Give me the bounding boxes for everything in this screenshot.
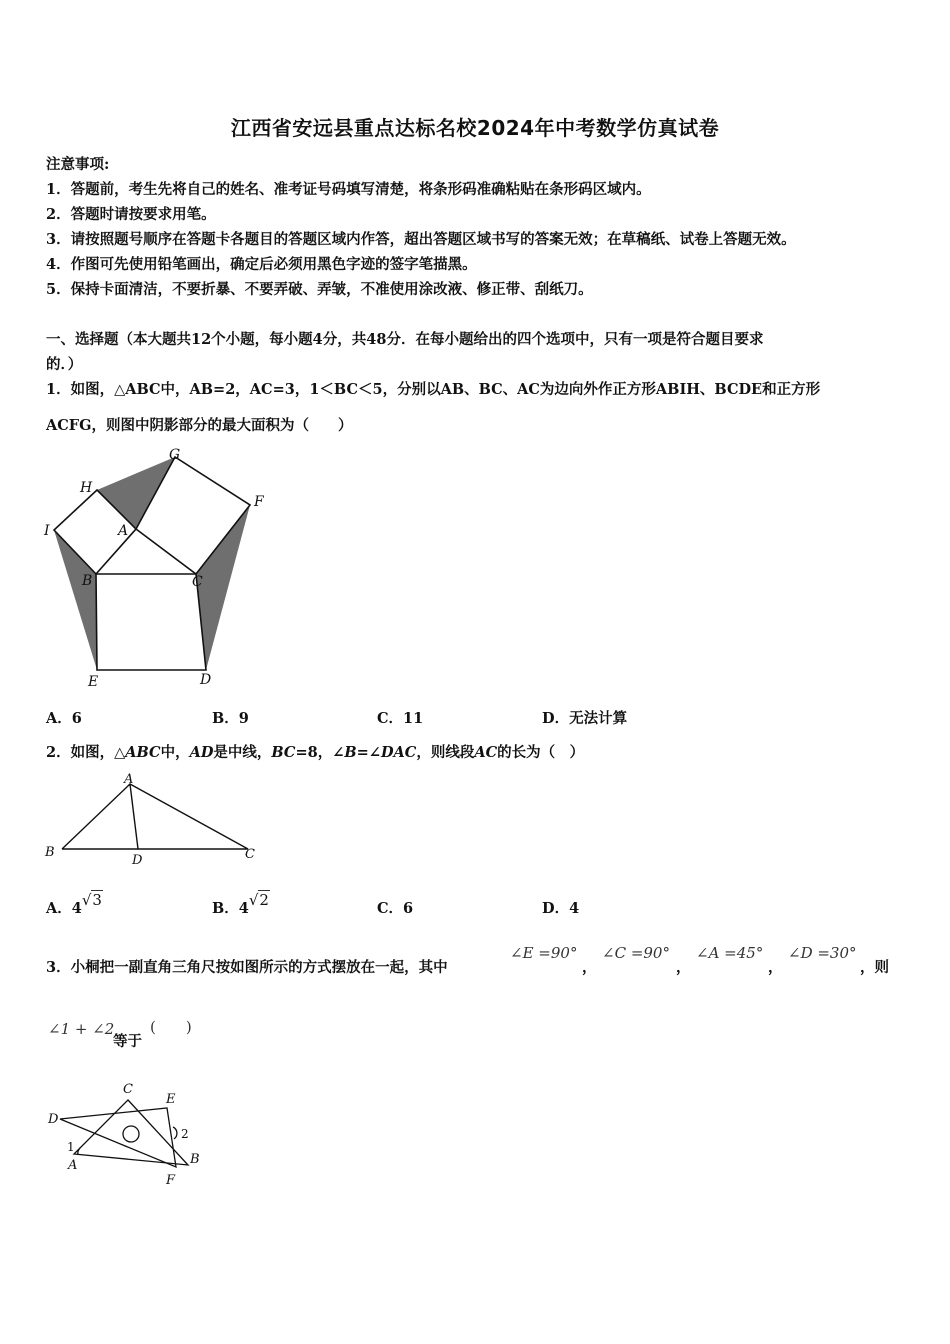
q1-option-a: A．6 [46, 710, 82, 727]
q1-label: B [82, 573, 93, 589]
q3-figure [40, 1075, 220, 1190]
q3-label: C [123, 1082, 133, 1097]
q1-stem-cont: ACFG，则图中阴影部分的最大面积为（ ） [46, 417, 353, 434]
q1-option-c: C．11 [377, 710, 424, 727]
q2-label: A [124, 772, 134, 787]
q3-label: D [48, 1112, 59, 1127]
q2-option-d: D．4 [542, 900, 580, 917]
q3-separator: ， [676, 959, 691, 976]
q1-stem: 1．如图，△ABC中，AB=2，AC=3，1＜BC＜5，分别以AB、BC、AC为边向外作正方形ABIH、BCDE和正方形 [46, 381, 821, 398]
q2-label: B [45, 845, 55, 860]
q3-stem: 3．小桐把一副直角三角尺按如图所示的方式摆放在一起，其中 [46, 959, 448, 976]
q1-label: C [192, 574, 203, 590]
section-heading: 一、选择题（本大题共12个小题，每小题4分，共48分．在每小题给出的四个选项中，只有一项是符合题目要求 [46, 331, 764, 348]
q2-figure [40, 772, 270, 868]
q3-center-circle [123, 1126, 139, 1142]
q1-label: E [88, 674, 99, 690]
q2-triangle [62, 784, 248, 849]
q1-option-d: D．无法计算 [542, 710, 628, 727]
notice-heading: 注意事项: [46, 156, 110, 173]
q3-answer-paren: ( ) [150, 1018, 192, 1036]
q3-sum-expression: ∠1 + ∠2 [48, 1020, 115, 1038]
notice-item: 1．答题前，考生先将自己的姓名、准考证号码填写清楚，将条形码准确粘贴在条形码区域内。 [46, 181, 651, 198]
q2-median [130, 784, 138, 849]
section-heading-cont: 的．） [46, 356, 83, 373]
q1-square-bcde [96, 574, 206, 670]
q2-option-c: C．6 [377, 900, 414, 917]
notice-item: 5．保持卡面清洁，不要折暴、不要弄破、弄皱，不准使用涂改液、修正带、刮纸刀。 [46, 281, 593, 298]
q3-label: E [166, 1092, 176, 1107]
q3-separator: ， [582, 959, 597, 976]
q2-label: C [245, 847, 255, 862]
q1-label: F [254, 494, 264, 510]
notice-item: 4．作图可先使用铅笔画出，确定后必须用黑色字迹的签字笔描黑。 [46, 256, 477, 273]
q2-option-a: A．4√3 [46, 891, 102, 917]
q3-angle-a: ∠A =45° [696, 944, 764, 962]
notice-item: 2．答题时请按要求用笔。 [46, 206, 216, 223]
q1-option-b: B．9 [212, 710, 249, 727]
page-title: 江西省安远县重点达标名校2024年中考数学仿真试卷 [230, 116, 720, 140]
q1-figure [40, 440, 270, 692]
q3-angle-arc-2 [173, 1127, 177, 1139]
q1-shade-left [54, 530, 97, 670]
q3-label: B [190, 1152, 200, 1167]
q1-label: A [118, 523, 129, 539]
q3-equals: 等于 [113, 1033, 142, 1050]
notice-item: 3．请按照题号顺序在答题卡各题目的答题区域内作答，超出答题区域书写的答案无效；在草稿纸、试卷上答题无效。 [46, 231, 796, 248]
q3-angle-c: ∠C =90° [602, 944, 670, 962]
q3-angle-d: ∠D =30° [788, 944, 857, 962]
q2-label: D [132, 853, 143, 868]
q2-option-b: B．4√2 [212, 891, 269, 917]
q3-label: 1 [67, 1140, 75, 1154]
q2-stem: 2．如图，△ABC中，AD是中线，BC=8，∠B=∠DAC，则线段AC的长为（ ） [46, 744, 585, 761]
q1-label: H [80, 480, 93, 496]
q1-label: I [44, 523, 50, 539]
q1-label: G [169, 447, 181, 463]
q3-label: F [166, 1173, 176, 1188]
q3-label: A [68, 1158, 78, 1173]
q3-separator: ， [768, 959, 783, 976]
q3-angle-e: ∠E =90° [510, 944, 578, 962]
q3-label: 2 [181, 1127, 189, 1141]
q1-label: D [200, 672, 212, 688]
q3-then: ，则 [860, 959, 889, 976]
q1-shade-top [97, 457, 175, 529]
